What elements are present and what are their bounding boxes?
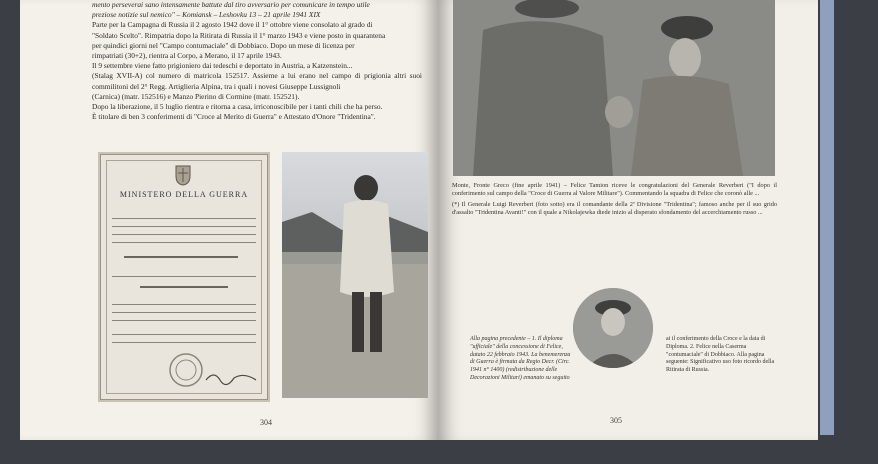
photo-soldier-coat (282, 152, 428, 398)
handwriting-line (124, 256, 238, 258)
handwriting-line (112, 304, 256, 305)
handwriting-line (140, 286, 228, 288)
text-line: (Stalag XVII-A) col numero di matricola 152517. Assieme a lui erano nel campo di prigionia altri suoi commilitoni del 2° Regg. Artiglieria Alpina, tra i quali i novesi Giuseppe Lussignoli (92, 71, 422, 91)
text-line: "Soldato Scelto". Rimpatria dopo la Ritirata di Russia il 1° marzo 1943 e viene posto in quarantena (92, 30, 386, 40)
text-line: Dopo la liberazione, il 5 luglio rientra e ritorna a casa, irriconoscibile per i tanti chili che ha perso. (92, 102, 383, 112)
signature-mark (204, 368, 258, 386)
document-title: MINISTERO DELLA GUERRA (119, 190, 249, 199)
caption-paragraph: (*) Il Generale Luigi Reverberi (foto sotto) era il comandante della 2ª Divisione "Tridentina"; famoso anche per il suo grido d'assalto "Tridentina Avanti!" con il quale a Nikolajewka diede inizio al disperato sfondamento del accerchiamento russo ... (452, 200, 777, 217)
handwriting-line (112, 242, 256, 243)
handwriting-line (112, 226, 256, 227)
general-portrait (573, 288, 653, 368)
page-number-left: 304 (260, 418, 272, 427)
text-line: Il 9 settembre viene fatto prigioniero dai tedeschi e deportato in Austria, a Katzenstein... (92, 61, 353, 71)
text-line: mento perseverai sano intensamente battute dal tiro avversario per comunicare in tempo utile (92, 0, 370, 9)
caption-paragraph: Monte, Fronte Greco (fine aprile 1941) – Felice Tamion riceve le congratulazioni del Generale Reverberi ("I dopo il conferimento sul campo della "Croce di Guerra al Valore Militare"). Commentando la squadra di Felice che coronò alle ... (452, 182, 777, 198)
photo-officers (453, 0, 775, 176)
text-line: preziose notizie sul nemico" – Komiansk – Leshovku 13 – 21 aprile 1941 XIX (92, 10, 321, 20)
coat-of-arms-icon (174, 164, 192, 186)
caption-next-page: ai il conferimento della Croce e la data di Diploma. 2. Felice nella Caserma "contumaciale" di Dobbiaco. Alla pagina seguente: Significativo uso foto ricordo della Ritirata di Russia. (666, 336, 775, 374)
right-page-caption (452, 182, 777, 220)
text-line: È titolare di ben 3 conferimenti di "Croce al Merito di Guerra" e Attestato d'Onore "Tridentina". (92, 112, 376, 122)
handwriting-line (112, 334, 256, 335)
diploma-document (98, 152, 270, 402)
seal-stamp (166, 350, 206, 390)
handwriting-line (112, 320, 256, 321)
text-line: (Carnica) (matr. 152516) e Manzo Pierino di Cormine (matr. 152521). (92, 91, 300, 101)
handwriting-line (112, 218, 256, 219)
soldier-photo-illustration (282, 152, 428, 398)
text-line: rimpatriati (30+2), rientra al Corpo, a Merano, il 17 aprile 1943. (92, 51, 282, 61)
portrait-illustration (573, 288, 653, 368)
handwriting-line (112, 234, 256, 235)
book-cover-edge (820, 0, 834, 435)
handwriting-line (112, 276, 256, 277)
text-line: per quindici giorni nel "Campo contumaciale" di Dobbiaco. Dopo un mese di licenza per (92, 40, 355, 50)
text-line: Parte per la Campagna di Russia il 2 agosto 1942 dove il 1° ottobre viene consolato al grado di (92, 20, 373, 30)
caption-previous-page: Alla pagina precedente – 1. Il diploma "ufficiale" della concessione di Felice, datato 22 febbraio 1943. La benemerenza di Guerra è firmata da Regio Decr. (Circ. 1941 n° 1400) (redistribuzione delle Decorazioni Militari) emanato su seguito (470, 336, 571, 381)
left-page-text (92, 0, 422, 122)
officers-photo-illustration (453, 0, 775, 176)
page-number-right: 305 (610, 416, 622, 425)
handwriting-line (112, 342, 256, 343)
handwriting-line (112, 312, 256, 313)
